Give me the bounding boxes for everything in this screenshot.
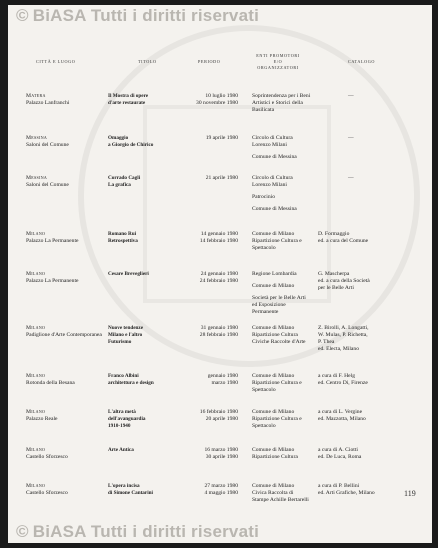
catalogue-line: ed. Electa, Milano bbox=[318, 346, 360, 352]
title-line: a Giorgio de Chirico bbox=[108, 142, 154, 148]
cell-city bbox=[26, 231, 114, 245]
venue-name: Palazzo Lanfranchi bbox=[26, 100, 70, 106]
cell-catalogue-empty: — bbox=[348, 175, 354, 181]
period-line: 16 marzo 1980 bbox=[204, 447, 238, 453]
cell-title bbox=[108, 93, 178, 107]
cell-title bbox=[108, 175, 178, 189]
cell-catalogue bbox=[318, 409, 408, 423]
cell-title bbox=[108, 483, 178, 497]
catalogue-line: per le Belle Arti bbox=[318, 285, 354, 291]
catalogue-line: W. Mulas, P. Richetta, bbox=[318, 332, 368, 338]
venue-name: Padiglione d'Arte Contemporanea bbox=[26, 332, 102, 338]
promoter-line: Civiche Raccolte d'Arte bbox=[252, 339, 306, 345]
cell-city bbox=[26, 135, 114, 149]
cell-period bbox=[174, 409, 238, 423]
cell-city bbox=[26, 175, 114, 189]
cell-catalogue bbox=[318, 325, 408, 353]
title-line: L'opera incisa bbox=[108, 483, 140, 489]
catalogue-line: P. Thea bbox=[318, 339, 335, 345]
promoter-line: Comune di Messina bbox=[252, 206, 297, 212]
promoter-line: Ripartizione Cultura bbox=[252, 454, 298, 460]
catalogue-line: G. Mascherpa bbox=[318, 271, 350, 277]
title-line: Cesare Breveglieri bbox=[108, 271, 149, 277]
watermark-copyright-icon: © bbox=[16, 522, 29, 541]
cell-period bbox=[174, 135, 238, 142]
promoter-line: Circolo di Cultura bbox=[252, 175, 293, 181]
cell-promoters bbox=[252, 175, 340, 213]
catalogue-line: ed. De Luca, Roma bbox=[318, 454, 362, 460]
period-line: 24 gennaio 1980 bbox=[200, 271, 238, 277]
cell-promoters bbox=[252, 135, 340, 161]
title-line: Corrado Cagli bbox=[108, 175, 141, 181]
cell-city bbox=[26, 447, 114, 461]
watermark-copyright-icon: © bbox=[16, 6, 29, 25]
promoter-line: Permanente bbox=[252, 309, 279, 315]
period-line: marzo 1980 bbox=[211, 380, 238, 386]
header-promoters: ENTI PROMOTORI E/O ORGANIZZATORI bbox=[256, 53, 300, 70]
period-line: 21 aprile 1980 bbox=[205, 175, 238, 181]
title-line: Franco Albini bbox=[108, 373, 139, 379]
cell-catalogue-empty: — bbox=[348, 93, 354, 99]
period-line: 4 maggio 1980 bbox=[204, 490, 238, 496]
promoter-line: Comune di Milano bbox=[252, 231, 295, 237]
city-name: Milano bbox=[26, 447, 46, 453]
title-line: L'altra metà bbox=[108, 409, 136, 415]
title-line: 1910-1940 bbox=[108, 423, 131, 429]
title-line: Omaggio bbox=[108, 135, 129, 141]
city-name: Milano bbox=[26, 409, 46, 415]
cell-period bbox=[174, 447, 238, 461]
cell-title bbox=[108, 135, 178, 149]
city-name: Milano bbox=[26, 325, 46, 331]
venue-name: Rotonda della Besana bbox=[26, 380, 75, 386]
cell-catalogue bbox=[318, 483, 408, 497]
cell-promoters bbox=[252, 93, 340, 114]
promoter-line: Spettacolo bbox=[252, 245, 276, 251]
catalogue-line: Z. Birolli, A. Longatti, bbox=[318, 325, 369, 331]
period-line: 16 febbraio 1980 bbox=[199, 409, 238, 415]
promoter-line: Comune di Milano bbox=[252, 325, 295, 331]
promoter-line: Società per le Belle Arti bbox=[252, 295, 306, 301]
cell-city bbox=[26, 93, 114, 107]
period-line: 27 marzo 1980 bbox=[204, 483, 238, 489]
cell-title bbox=[108, 447, 178, 454]
catalogue-line: a cura di L. Vergine bbox=[318, 409, 363, 415]
cell-title bbox=[108, 325, 178, 346]
title-line: Arte Antica bbox=[108, 447, 134, 453]
promoter-line: Spettacolo bbox=[252, 387, 276, 393]
title-line: architettura e design bbox=[108, 380, 154, 386]
catalogue-line: ed. Arti Grafiche, Milano bbox=[318, 490, 375, 496]
promoter-line: Comune di Milano bbox=[252, 409, 295, 415]
venue-name: Palazzo Reale bbox=[26, 416, 58, 422]
cell-title bbox=[108, 271, 178, 278]
promoter-line: ed Esposizione bbox=[252, 302, 286, 308]
period-line: 31 gennaio 1980 bbox=[200, 325, 238, 331]
city-name: Matera bbox=[26, 93, 46, 99]
cell-title bbox=[108, 231, 178, 245]
cell-title bbox=[108, 373, 178, 387]
page-number: 119 bbox=[404, 489, 416, 498]
venue-name: Palazzo La Permanente bbox=[26, 278, 79, 284]
cell-period bbox=[174, 231, 238, 245]
cell-title bbox=[108, 409, 178, 430]
period-line: 30 aprile 1980 bbox=[205, 454, 238, 460]
city-name: Milano bbox=[26, 373, 46, 379]
period-line: gennaio 1980 bbox=[207, 373, 238, 379]
city-name: Messina bbox=[26, 175, 48, 181]
title-line: La grafica bbox=[108, 182, 131, 188]
promoter-line: Artistici e Storici della bbox=[252, 100, 303, 106]
cell-city bbox=[26, 409, 114, 423]
period-line: 20 aprile 1980 bbox=[205, 416, 238, 422]
period-line: 28 febbraio 1980 bbox=[199, 332, 238, 338]
header-period: PERIODO bbox=[198, 59, 221, 64]
promoter-line: Comune di Milano bbox=[252, 483, 295, 489]
promoter-line: Ripartizione Cultura e bbox=[252, 380, 302, 386]
promoter-line: Regione Lombardia bbox=[252, 271, 297, 277]
promoter-line: Spettacolo bbox=[252, 423, 276, 429]
city-name: Messina bbox=[26, 135, 48, 141]
title-line: d'arte restaurate bbox=[108, 100, 146, 106]
promoter-line: Basilicata bbox=[252, 107, 275, 113]
city-name: Milano bbox=[26, 231, 46, 237]
watermark-banner-top bbox=[8, 5, 432, 27]
catalogue-line: a cura di P. Bellini bbox=[318, 483, 360, 489]
cell-catalogue bbox=[318, 373, 408, 387]
period-line: 14 febbraio 1980 bbox=[199, 238, 238, 244]
period-line: 10 luglio 1980 bbox=[205, 93, 238, 99]
promoter-line: Ripartizione Cultura bbox=[252, 332, 298, 338]
watermark-text: BiASA Tutti i diritti riservati bbox=[32, 522, 260, 541]
watermark-banner-bottom bbox=[8, 521, 432, 543]
cell-period bbox=[174, 483, 238, 497]
cell-catalogue bbox=[318, 271, 408, 292]
city-name: Milano bbox=[26, 271, 46, 277]
promoter-line: Patrocinio bbox=[252, 194, 275, 200]
title-line: Milano e l'altro bbox=[108, 332, 143, 338]
header-title: TITOLO bbox=[138, 59, 157, 64]
header-catalogue: CATALOGO bbox=[348, 59, 376, 64]
venue-name: Castello Sforzesco bbox=[26, 490, 68, 496]
document-page bbox=[8, 5, 432, 543]
promoter-line: Lorenzo Milani bbox=[252, 182, 287, 188]
promoter-line: Soprintendenza per i Beni bbox=[252, 93, 311, 99]
cell-city bbox=[26, 483, 114, 497]
venue-name: Saloni del Comune bbox=[26, 142, 69, 148]
catalogue-line: a cura di A. Ciotti bbox=[318, 447, 358, 453]
title-line: dell'avanguardia bbox=[108, 416, 146, 422]
period-line: 14 gennaio 1980 bbox=[200, 231, 238, 237]
title-line: Retrospettiva bbox=[108, 238, 138, 244]
watermark-seal bbox=[78, 25, 420, 367]
cell-period bbox=[174, 271, 238, 285]
venue-name: Saloni del Comune bbox=[26, 182, 69, 188]
catalogue-line: ed. a cura della Società bbox=[318, 278, 370, 284]
watermark-text: BiASA Tutti i diritti riservati bbox=[32, 6, 260, 25]
period-line: 19 aprile 1980 bbox=[205, 135, 238, 141]
promoter-line: Comune di Milano bbox=[252, 447, 295, 453]
title-line: Nuove tendenze bbox=[108, 325, 144, 331]
promoter-line: Stampe Achille Bertarelli bbox=[252, 497, 309, 503]
cell-city bbox=[26, 325, 114, 339]
promoter-line: Comune di Messina bbox=[252, 154, 297, 160]
title-line: Il Mostra di opere bbox=[108, 93, 149, 99]
cell-catalogue bbox=[318, 231, 408, 245]
cell-period bbox=[174, 373, 238, 387]
title-line: Romano Rui bbox=[108, 231, 137, 237]
promoter-line: Comune di Milano bbox=[252, 373, 295, 379]
header-city: CITTÀ E LUOGO bbox=[36, 59, 76, 64]
venue-name: Castello Sforzesco bbox=[26, 454, 68, 460]
period-line: 30 novembre 1980 bbox=[196, 100, 238, 106]
venue-name: Palazzo La Permanente bbox=[26, 238, 79, 244]
promoter-line: Ripartizione Cultura e bbox=[252, 238, 302, 244]
city-name: Milano bbox=[26, 483, 46, 489]
catalogue-line: a cura di F. Helg bbox=[318, 373, 355, 379]
promoter-line: Civica Raccolta di bbox=[252, 490, 294, 496]
cell-catalogue-empty: — bbox=[348, 135, 354, 141]
title-line: Futurismo bbox=[108, 339, 132, 345]
promoter-line: Ripartizione Cultura e bbox=[252, 416, 302, 422]
promoter-line: Comune di Milano bbox=[252, 283, 295, 289]
catalogue-line: ed. a cura del Comune bbox=[318, 238, 369, 244]
cell-period bbox=[174, 175, 238, 182]
catalogue-line: D. Formaggio bbox=[318, 231, 350, 237]
catalogue-line: ed. Centro Di, Firenze bbox=[318, 380, 368, 386]
cell-period bbox=[174, 93, 238, 107]
cell-period bbox=[174, 325, 238, 339]
title-line: di Simone Cantarini bbox=[108, 490, 153, 496]
catalogue-line: ed. Mazzotta, Milano bbox=[318, 416, 366, 422]
promoter-line: Lorenzo Milani bbox=[252, 142, 287, 148]
cell-city bbox=[26, 271, 114, 285]
period-line: 24 febbraio 1980 bbox=[199, 278, 238, 284]
promoter-line: Circolo di Cultura bbox=[252, 135, 293, 141]
cell-city bbox=[26, 373, 114, 387]
cell-catalogue bbox=[318, 447, 408, 461]
